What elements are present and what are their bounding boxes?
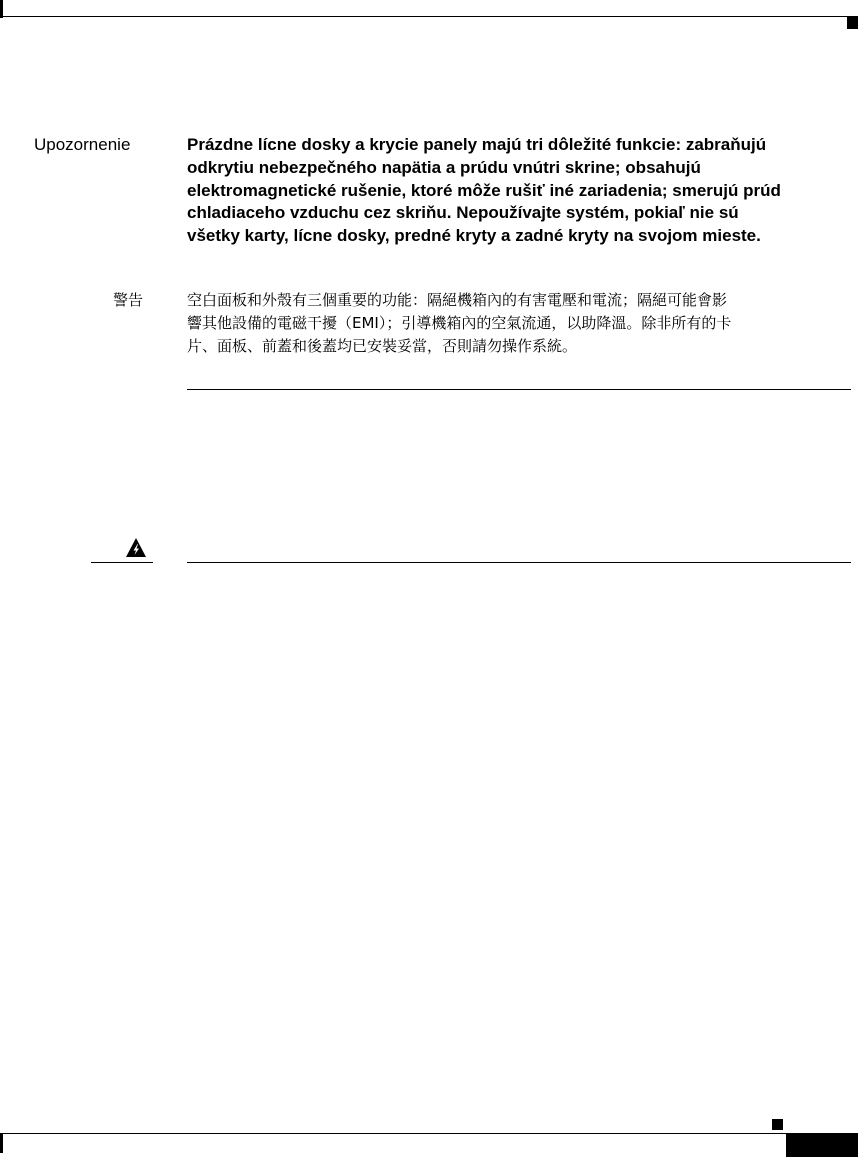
section-divider xyxy=(187,389,851,390)
warning-text-chinese xyxy=(187,289,857,357)
warning-line: 片、面板、前蓋和後蓋均已安裝妥當，否則請勿操作系統。 xyxy=(187,336,578,355)
warning-line: elektromagnetické rušenie, ktoré môže rušiť iné zariadenia; smerujú prúd xyxy=(187,180,781,200)
warning-line: 空白面板和外殼有三個重要的功能：隔絕機箱內的有害電壓和電流；隔絕可能會影 xyxy=(187,291,728,309)
warning-triangle-icon xyxy=(125,537,147,558)
warning-line: 響其他設備的電磁干擾（EMI）；引導機箱內的空氣流通，以助降溫。除非所有的卡 xyxy=(187,313,732,332)
icon-underline xyxy=(91,562,153,563)
warning-line: všetky karty, lícne dosky, predné kryty a zadné kryty na svojom mieste. xyxy=(187,226,761,246)
footer-tick xyxy=(0,1133,3,1153)
footer-page-tab xyxy=(786,1134,858,1157)
header-marker xyxy=(847,17,858,29)
warning-line: Prázdne lícne dosky a krycie panely majú tri dôležité funkcie: zabraňujú xyxy=(187,135,767,154)
warning-line: chladiaceho vzduchu cez skriňu. Nepoužívajte systém, pokiaľ nie sú xyxy=(187,203,739,223)
warning-label-slovak: Upozornenie xyxy=(34,135,131,154)
warning-text-slovak xyxy=(187,134,857,248)
footer-marker xyxy=(772,1119,783,1130)
footer-rule xyxy=(0,1133,858,1134)
section-divider xyxy=(187,562,851,563)
header-rule xyxy=(0,16,858,17)
warning-line: odkrytiu nebezpečného napätia a prúdu vnútri skrine; obsahujú xyxy=(187,157,701,177)
warning-label-chinese: 警告 xyxy=(113,291,144,309)
